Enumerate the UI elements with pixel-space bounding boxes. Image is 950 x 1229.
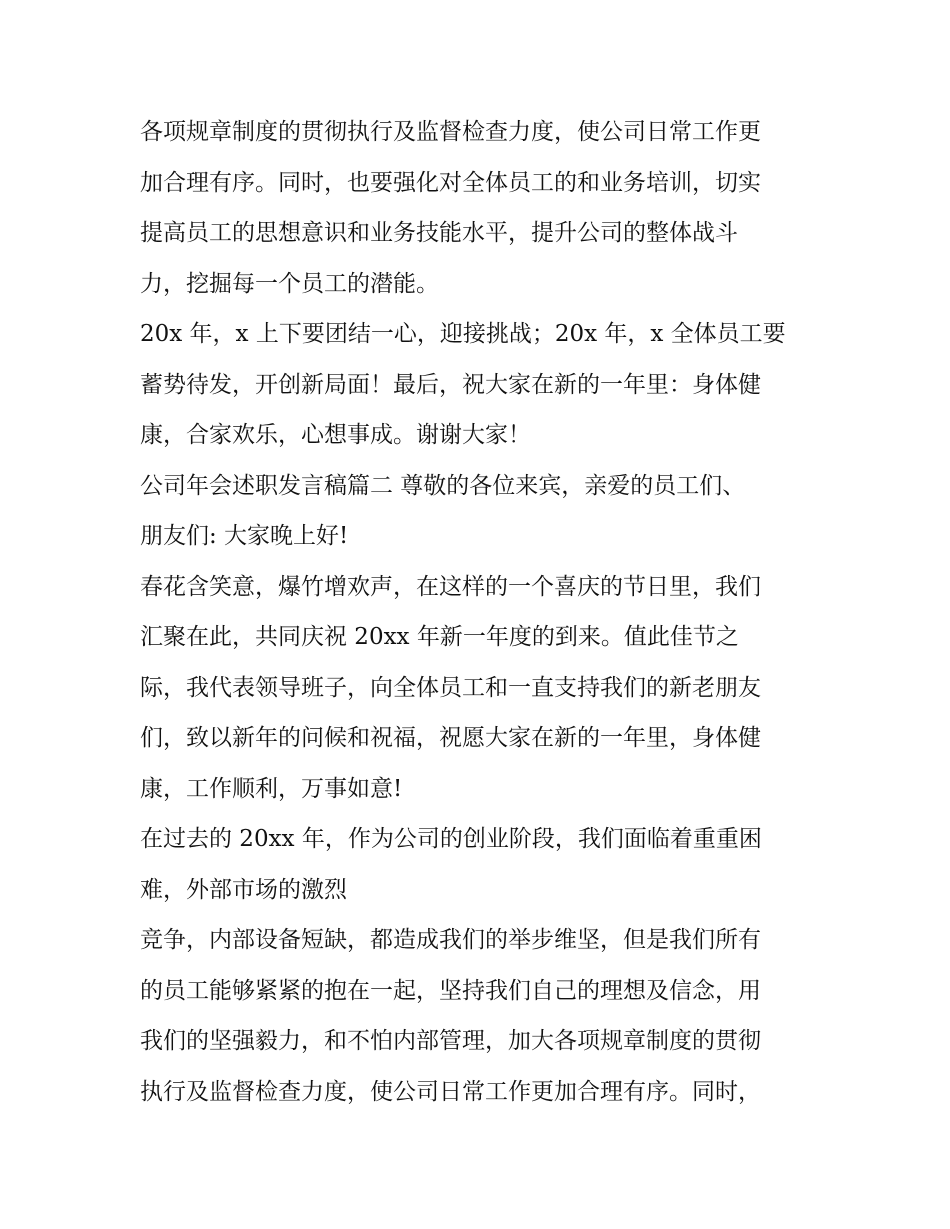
text-line: 们，致以新年的问候和祝福，祝愿大家在新的一年里，身体健 <box>140 725 761 751</box>
text-line: 在过去的 20xx 年，作为公司的创业阶段，我们面临着重重困 <box>140 826 762 852</box>
text-line: 康，工作顺利，万事如意! <box>140 775 403 802</box>
text-line: 蓄势待发，开创新局面！最后，祝大家在新的一年里：身体健 <box>140 371 761 398</box>
text-line: 各项规章制度的贯彻执行及监督检查力度，使公司日常工作更 <box>140 119 761 145</box>
text-line: 际，我代表领导班子，向全体员工和一直支持我们的新老朋友 <box>140 674 761 701</box>
text-line: 我们的坚强毅力，和不怕内部管理，加大各项规章制度的贯彻 <box>140 1028 761 1054</box>
section-heading-line: 公司年会述职发言稿篇二 尊敬的各位来宾，亲爱的员工们、 <box>140 472 746 499</box>
text-line: 加合理有序。同时，也要强化对全体员工的和业务培训，切实 <box>140 169 761 196</box>
text-line: 康，合家欢乐，心想事成。谢谢大家！ <box>140 422 531 448</box>
text-line: 20x 年，x 上下要团结一心，迎接挑战；20x 年，x 全体员工要 <box>140 321 786 347</box>
text-line: 的员工能够紧紧的抱在一起，坚持我们自己的理想及信念，用 <box>140 977 761 1004</box>
text-line: 提高员工的思想意识和业务技能水平，提升公司的整体战斗 <box>140 220 738 246</box>
document-body <box>140 107 820 1117</box>
text-line: 朋友们: 大家晚上好! <box>140 523 349 549</box>
text-line: 春花含笑意，爆竹增欢声，在这样的一个喜庆的节日里，我们 <box>140 573 761 600</box>
text-line: 竞争，内部设备短缺，都造成我们的举步维坚，但是我们所有 <box>140 927 761 953</box>
text-line: 汇聚在此，共同庆祝 20xx 年新一年度的到来。值此佳节之 <box>140 624 739 650</box>
text-line: 力，挖掘每一个员工的潜能。 <box>140 270 439 297</box>
text-line: 难，外部市场的激烈 <box>140 876 347 903</box>
text-line: 执行及监督检查力度，使公司日常工作更加合理有序。同时， <box>140 1078 761 1105</box>
